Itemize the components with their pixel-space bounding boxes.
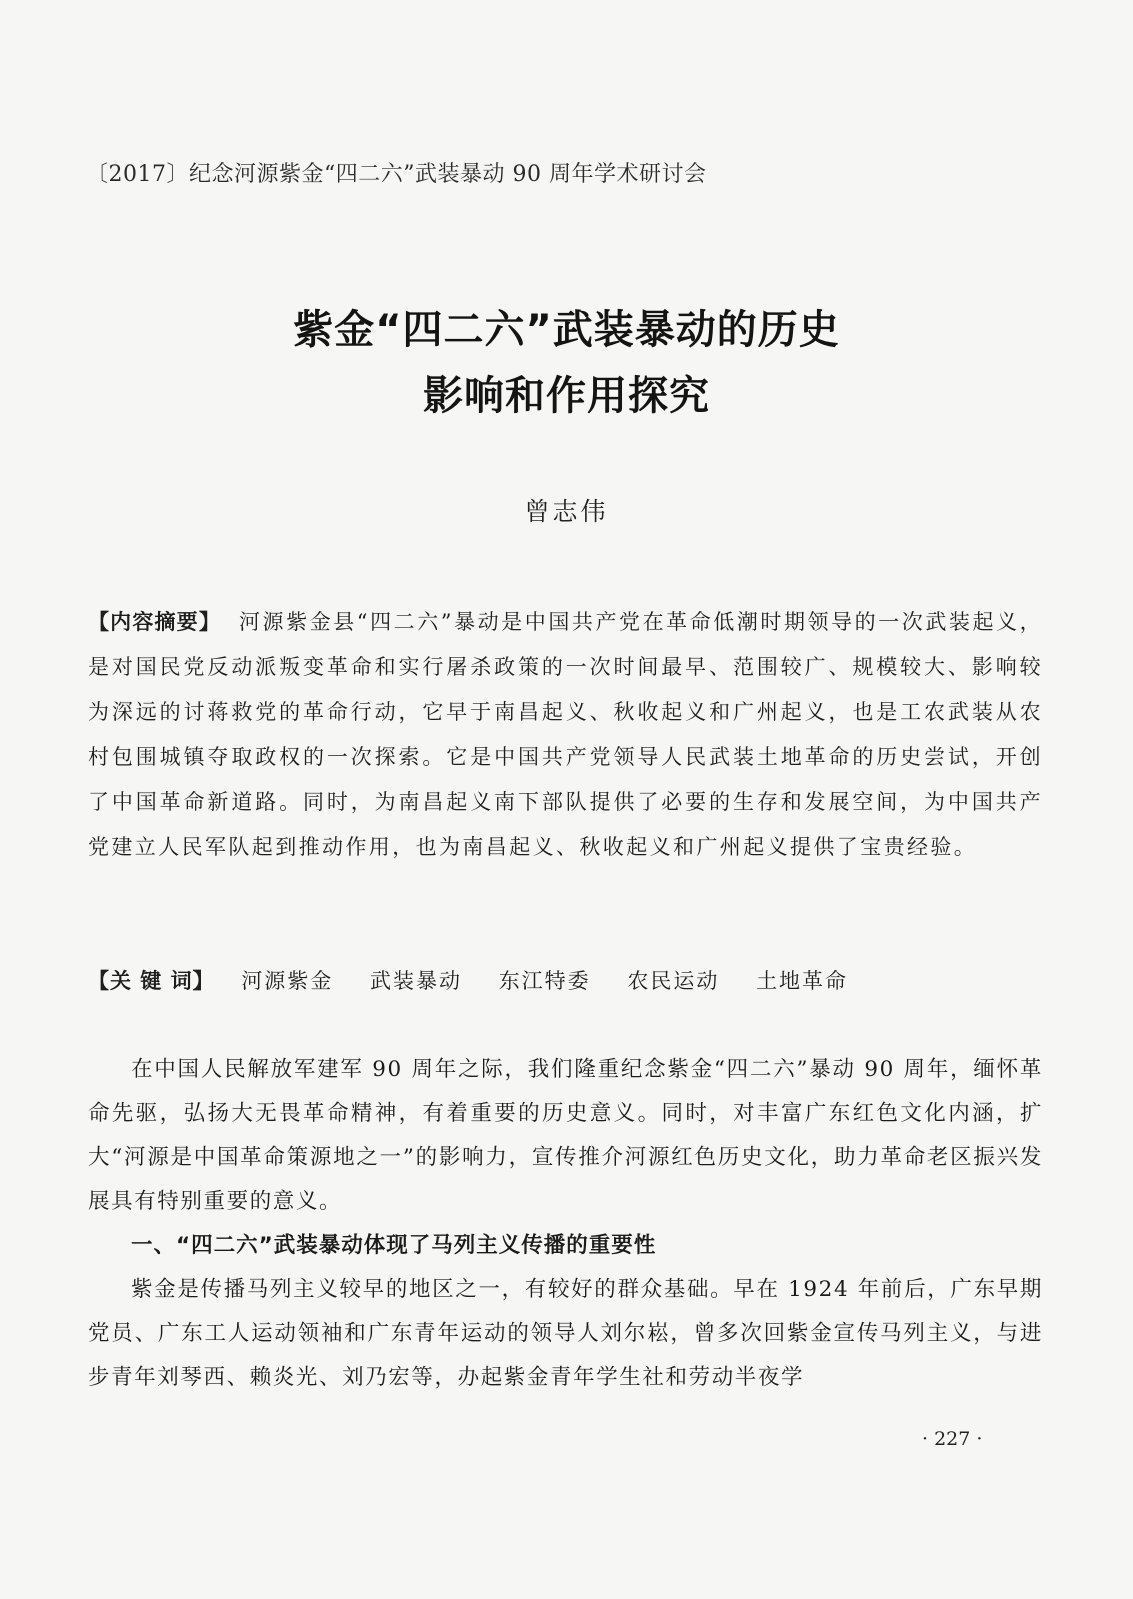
keyword-item: 武装暴动 bbox=[370, 969, 462, 993]
abstract-block bbox=[88, 600, 1043, 870]
keyword-item: 东江特委 bbox=[498, 969, 591, 993]
keywords-label: 【关 键 词】 bbox=[88, 969, 215, 993]
article-title-line2: 影响和作用探究 bbox=[423, 373, 710, 419]
page-number: · 227 · bbox=[922, 1428, 983, 1450]
abstract-text: 河源紫金县“四二六”暴动是中国共产党在革命低潮时期领导的一次武装起义，是对国民党反动派叛变革命和实行屠杀政策的一次时间最早、范围较广、规模较大、影响较为深远的讨蒋救党的革命行动，它早于南昌起义、秋收起义和广州起义，也是工农武装从农村包围城镇夺取政权的一次探索。它是中国共产党领导人民武装土地革命的历史尝试，开创了中国革命新道路。同时，为南昌起义南下部队提供了必要的生存和发展空间，为中国共产党建立人民军队起到推动作用，也为南昌起义、秋收起义和广州起义提供了宝贵经验。 bbox=[88, 610, 1044, 859]
keyword-item: 农民运动 bbox=[627, 969, 720, 993]
author-name: 曾志伟 bbox=[524, 497, 609, 526]
series-header: 〔2017〕纪念河源紫金“四二六”武装暴动 90 周年学术研讨会 bbox=[86, 162, 707, 187]
intro-paragraph: 在中国人民解放军建军 90 周年之际，我们隆重纪念紫金“四二六”暴动 90 周年，缅怀革命先驱，弘扬大无畏革命精神，有着重要的历史意义。同时，对丰富广东红色文化内涵，扩大“河源是中国革命策源地之一”的影响力，宣传推介河源红色历史文化，助力革命老区振兴发展具有特别重要的意义。 bbox=[88, 1057, 1043, 1214]
article-body bbox=[88, 1048, 1043, 1400]
keyword-item: 河源紫金 bbox=[241, 969, 334, 993]
section-heading: 一、“四二六”武装暴动体现了马列主义传播的重要性 bbox=[131, 1233, 657, 1258]
abstract-label: 【内容摘要】 bbox=[88, 610, 221, 634]
keyword-item: 土地革命 bbox=[756, 969, 849, 993]
body-paragraph: 紫金是传播马列主义较早的地区之一，有较好的群众基础。早在 1924 年前后，广东早期党员、广东工人运动领袖和广东青年运动的领导人刘尔崧，曾多次回紫金宣传马列主义，与进步青年刘琴西、赖炎光、刘乃宏等，办起紫金青年学生社和劳动半夜学 bbox=[88, 1277, 1043, 1390]
keywords-block bbox=[88, 965, 1043, 995]
article-title-line1: 紫金“四二六”武装暴动的历史 bbox=[293, 307, 840, 353]
